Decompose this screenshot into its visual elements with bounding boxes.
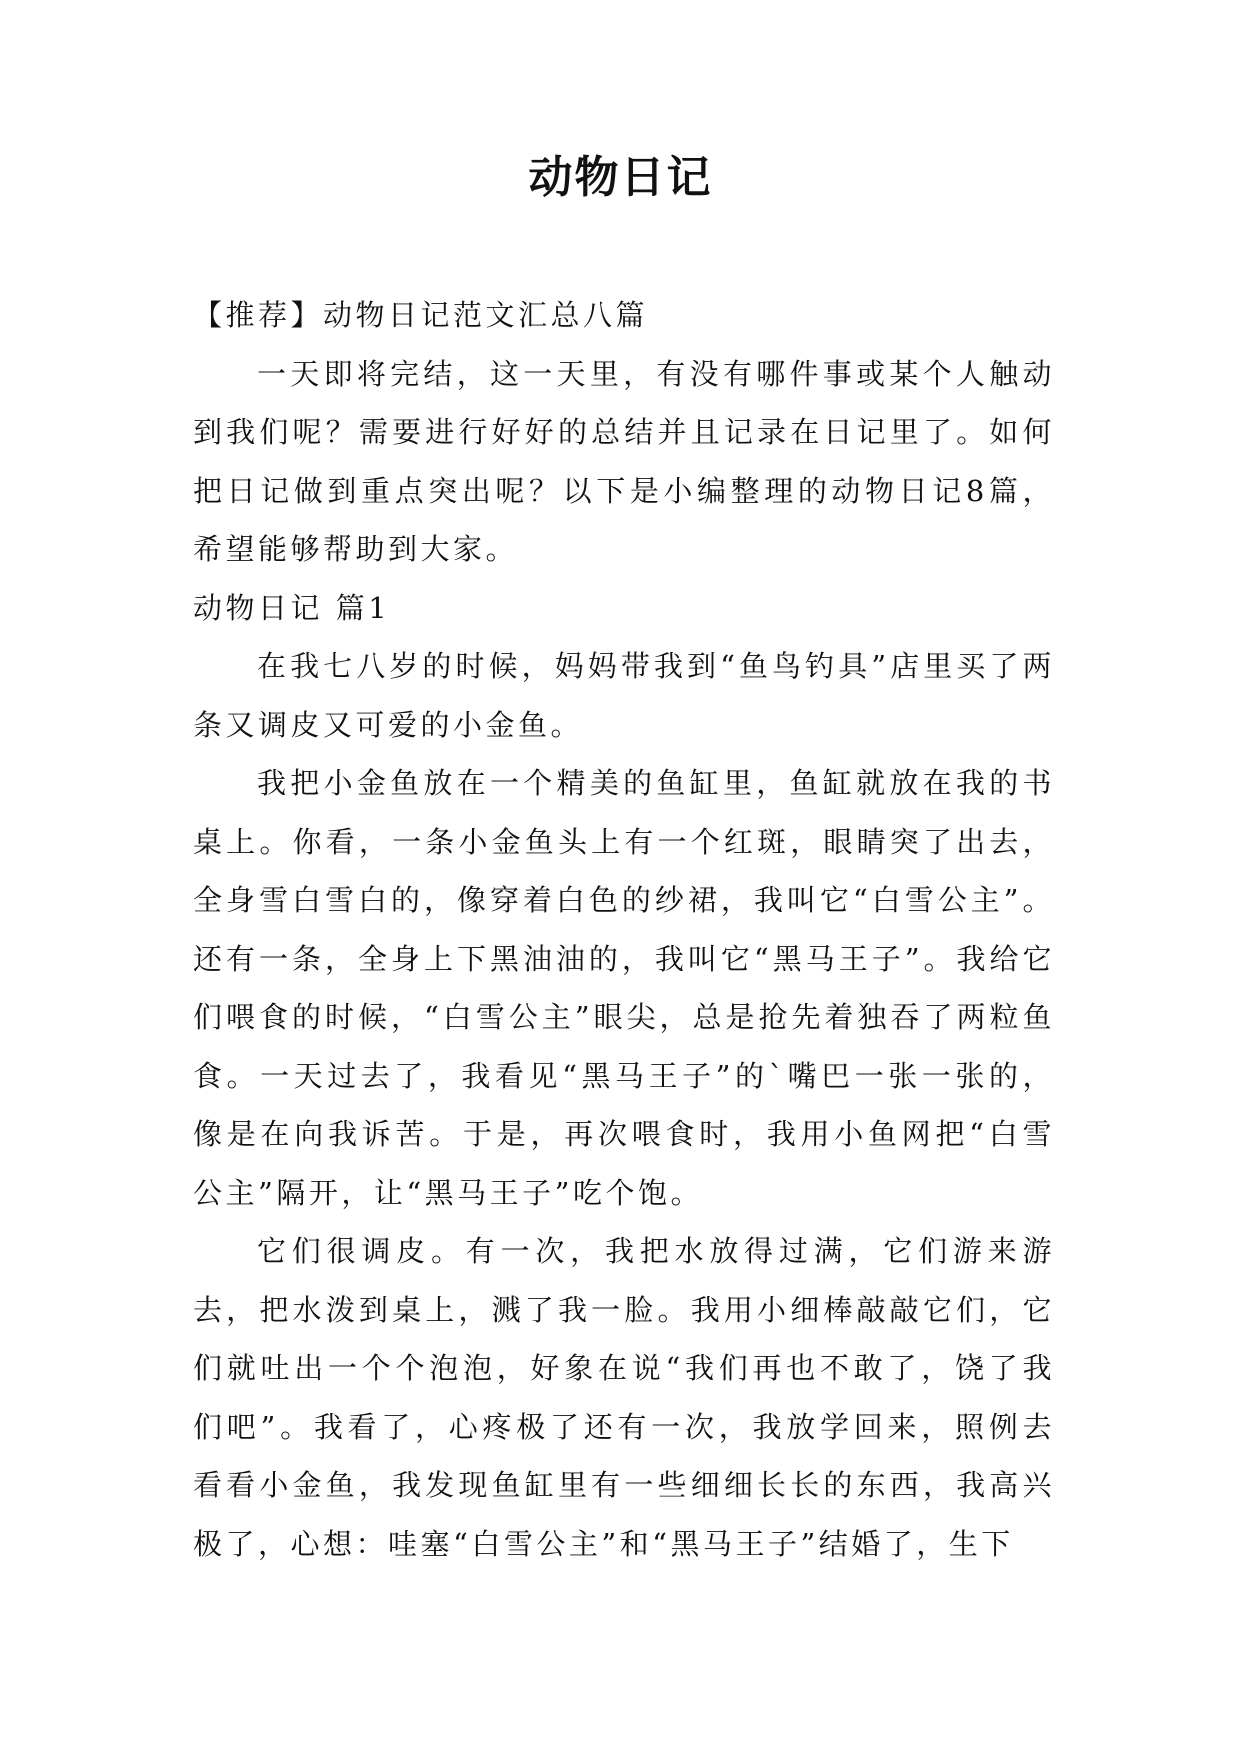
- section-heading: 动物日记 篇1: [193, 590, 391, 625]
- subtitle: 【推荐】动物日记范文汇总八篇: [193, 298, 649, 332]
- intro-paragraph: 一天即将完结，这一天里，有没有哪件事或某个人触动到我们呢？需要进行好好的总结并且记录在日记里了。如何把日记做到重点突出呢？以下是小编整理的动物日记8篇，希望能够帮助到大家。: [193, 356, 1055, 566]
- body-paragraph: 我把小金鱼放在一个精美的鱼缸里，鱼缸就放在我的书桌上。你看，一条小金鱼头上有一个红斑，眼睛突了出去，全身雪白雪白的，像穿着白色的纱裙，我叫它“白雪公主”。还有一条，全身上下黑油油的，我叫它“黑马王子”。我给它们喂食的时候，“白雪公主”眼尖，总是抢先着独吞了两粒鱼食。一天过去了，我看见“黑马王子”的`嘴巴一张一张的，像是在向我诉苦。于是，再次喂食时，我用小鱼网把“白雪公主”隔开，让“黑马王子”吃个饱。: [193, 766, 1055, 1210]
- body-paragraph: 它们很调皮。有一次，我把水放得过满，它们游来游去，把水泼到桌上，溅了我一脸。我用小细棒敲敲它们，它们就吐出一个个泡泡，好象在说“我们再也不敢了，饶了我们吧”。我看了，心疼极了还有一次，我放学回来，照例去看看小金鱼，我发现鱼缸里有一些细细长长的东西，我高兴极了，心想：哇塞“白雪公主”和“黑马王子”结婚了，生下: [193, 1234, 1055, 1561]
- page-title: 动物日记: [528, 152, 713, 203]
- body-paragraph: 在我七八岁的时候，妈妈带我到“鱼鸟钓具”店里买了两条又调皮又可爱的小金鱼。: [193, 649, 1055, 742]
- document-body: [193, 286, 1055, 1573]
